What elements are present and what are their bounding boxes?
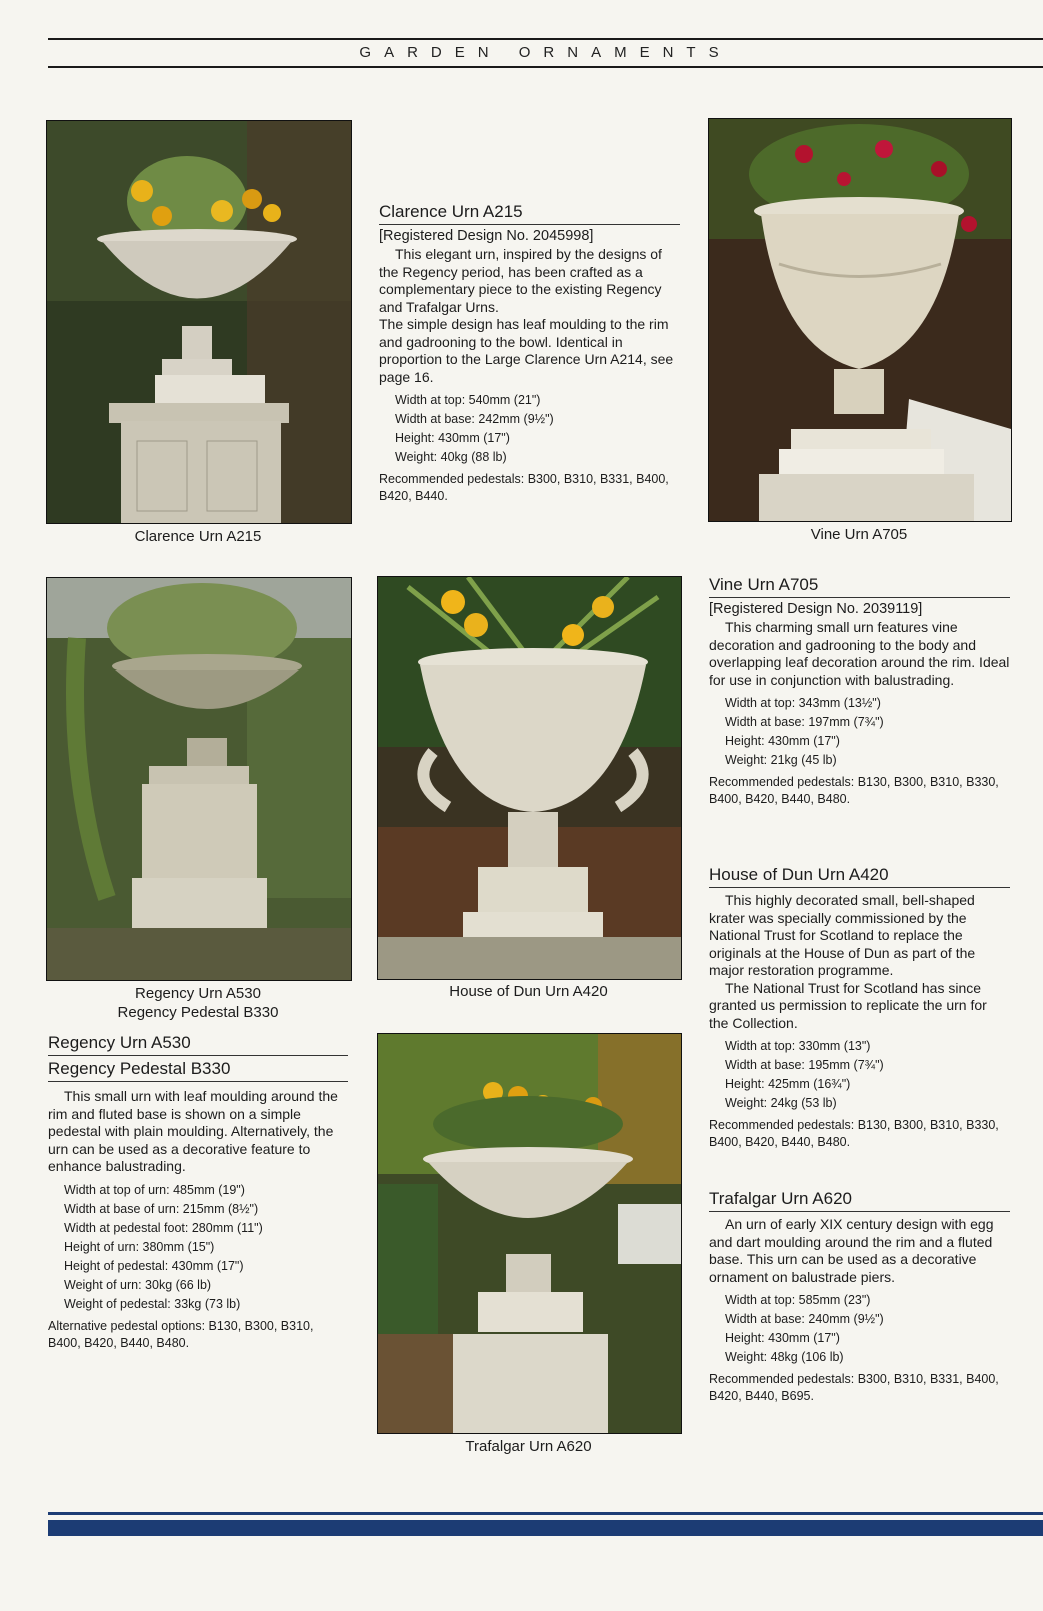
photo-house-of-dun-urn	[377, 576, 682, 980]
spec-item: Width at top: 343mm (13½")	[725, 696, 881, 710]
description-paragraph: This highly decorated small, bell-shaped krater was specially commissioned by the National Trust for Scotland to replace the originals at the House of Dun as part of the major restoration programme.	[709, 892, 976, 978]
spec-item: Weight of pedestal: 33kg (73 lb)	[64, 1296, 241, 1311]
spec-item: Width at top: 540mm (21")	[395, 393, 541, 407]
description-paragraph: This small urn with leaf moulding around the rim and fluted base is shown on a simple pedestal with plain moulding. Alternatively, the urn can be used as a decorative feature to enhance balustrading.	[48, 1088, 338, 1174]
entry-title: Vine Urn A705	[709, 574, 1010, 598]
photo-regency-urn	[46, 577, 352, 981]
entry-title: Clarence Urn A215	[379, 201, 680, 225]
entry-regency-urn	[48, 1032, 348, 1352]
page-header-title: GARDEN ORNAMENTS	[359, 44, 732, 61]
spec-item: Width at base of urn: 215mm (8½")	[64, 1201, 259, 1216]
spec-list	[48, 1181, 348, 1314]
spec-item: Width at base: 195mm (7¾")	[725, 1058, 884, 1072]
spec-item: Width at base: 240mm (9½")	[725, 1312, 884, 1326]
caption-line: Regency Pedestal B330	[117, 1004, 279, 1021]
alternative-pedestals: Alternative pedestal options: B130, B300, B310, B400, B420, B440, B480.	[48, 1318, 314, 1350]
spec-item: Height of pedestal: 430mm (17")	[64, 1258, 244, 1273]
description-paragraph: The simple design has leaf moulding to the rim and gadrooning to the bowl. Identical in proportion to the Large Clarence Urn A214, see page 16.	[379, 316, 674, 385]
photo-clarence-urn	[46, 120, 352, 524]
spec-item: Height: 430mm (17")	[395, 431, 510, 445]
description-paragraph: An urn of early XIX century design with egg and dart moulding around the rim and a fluted base. This urn can be used as a decorative ornament on balustrade piers.	[709, 1216, 994, 1285]
photo-vine-urn	[708, 118, 1012, 522]
spec-list	[709, 1291, 1010, 1367]
spec-list	[709, 694, 1010, 770]
spec-item: Width at base: 242mm (9½")	[395, 412, 554, 426]
caption-house-of-dun-urn: House of Dun Urn A420	[449, 983, 608, 1000]
spec-item: Height: 425mm (16¾")	[725, 1077, 851, 1091]
caption-clarence-urn: Clarence Urn A215	[134, 528, 262, 545]
spec-item: Width at pedestal foot: 280mm (11")	[64, 1220, 263, 1235]
description-paragraph: The National Trust for Scotland has since granted us permission to replicate the urn for the Collection.	[709, 979, 987, 1031]
recommended-pedestals: Recommended pedestals: B300, B310, B331, B400, B420, B440, B695.	[709, 1372, 999, 1403]
caption-trafalgar-urn: Trafalgar Urn A620	[465, 1438, 592, 1455]
spec-item: Height of urn: 380mm (15")	[64, 1239, 215, 1254]
spec-item: Width at top: 585mm (23")	[725, 1293, 871, 1307]
entry-vine-urn	[709, 574, 1010, 808]
spec-item: Height: 430mm (17")	[725, 1331, 840, 1345]
spec-item: Weight: 21kg (45 lb)	[725, 753, 837, 767]
entry-title: Regency Urn A530	[48, 1032, 348, 1056]
spec-item: Width at top: 330mm (13")	[725, 1039, 871, 1053]
spec-item: Weight of urn: 30kg (66 lb)	[64, 1277, 212, 1292]
description-paragraph: This charming small urn features vine decoration and gadrooning to the body and overlapping leaf decoration around the rim. Ideal for use in conjunction with balustrading.	[709, 619, 1010, 688]
caption-line: Regency Urn A530	[135, 985, 261, 1002]
photo-trafalgar-urn	[377, 1033, 682, 1434]
caption-regency-urn	[46, 984, 350, 1022]
entry-clarence-urn	[379, 201, 680, 505]
footer-rule-thick	[48, 1520, 1043, 1536]
entry-title: Regency Pedestal B330	[48, 1058, 348, 1082]
caption-vine-urn: Vine Urn A705	[810, 526, 908, 543]
footer-rule-thin	[48, 1512, 1043, 1515]
spec-item: Weight: 40kg (88 lb)	[395, 450, 507, 464]
registered-design: [Registered Design No. 2045998]	[379, 228, 594, 244]
recommended-pedestals: Recommended pedestals: B300, B310, B331, B400, B420, B440.	[379, 472, 669, 503]
header-bottom-rule	[48, 66, 1043, 68]
spec-item: Weight: 24kg (53 lb)	[725, 1096, 837, 1110]
spec-item: Weight: 48kg (106 lb)	[725, 1350, 844, 1364]
entry-title: Trafalgar Urn A620	[709, 1188, 1010, 1212]
spec-item: Height: 430mm (17")	[725, 734, 840, 748]
spec-item: Width at top of urn: 485mm (19")	[64, 1182, 245, 1197]
spec-list	[379, 391, 680, 467]
entry-house-of-dun-urn	[709, 864, 1010, 1151]
description-paragraph: This elegant urn, inspired by the designs of the Regency period, has been crafted as a complementary piece to the existing Regency and Trafalgar Urns.	[379, 246, 662, 315]
spec-list	[709, 1037, 1010, 1113]
recommended-pedestals: Recommended pedestals: B130, B300, B310, B330, B400, B420, B440, B480.	[709, 1118, 999, 1149]
recommended-pedestals: Recommended pedestals: B130, B300, B310, B330, B400, B420, B440, B480.	[709, 775, 999, 806]
spec-item: Width at base: 197mm (7¾")	[725, 715, 884, 729]
registered-design: [Registered Design No. 2039119]	[709, 601, 923, 617]
header-top-rule	[48, 38, 1043, 40]
entry-title: House of Dun Urn A420	[709, 864, 1010, 888]
entry-trafalgar-urn	[709, 1188, 1010, 1405]
